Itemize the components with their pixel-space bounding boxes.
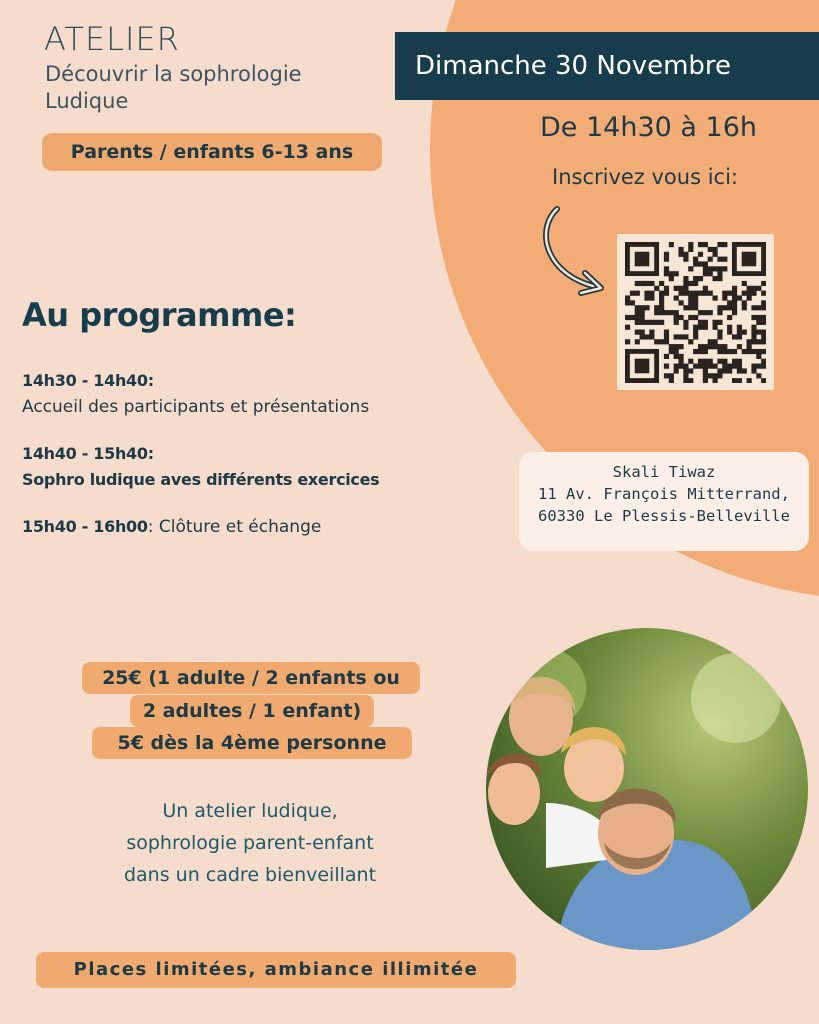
event-time: De 14h30 à 16h <box>540 112 757 143</box>
price-line: 25€ (1 adulte / 2 enfants ou <box>82 662 420 694</box>
slot-description: Accueil des participants et présentations <box>22 397 370 417</box>
page-title: ATELIER <box>44 20 180 58</box>
venue-street: 11 Av. François Mitterrand, <box>538 485 790 503</box>
venue-name: Skali Tiwaz <box>612 463 716 481</box>
slot-time: 15h40 - 16h00 <box>22 517 148 536</box>
audience-badge: Parents / enfants 6-13 ans <box>42 133 382 171</box>
program-slot <box>22 441 379 493</box>
footer-banner: Places limitées, ambiance illimitée <box>36 952 516 988</box>
date-banner: Dimanche 30 Novembre <box>395 32 819 100</box>
slot-description: : Clôture et échange <box>147 517 322 537</box>
tagline-line: sophrologie parent-enfant <box>126 832 374 854</box>
family-photo <box>486 628 808 950</box>
tagline <box>80 795 420 891</box>
qr-code-image <box>625 242 766 383</box>
address-card <box>519 452 809 551</box>
qr-code[interactable] <box>617 234 774 390</box>
slot-time: 14h30 - 14h40: <box>22 371 154 390</box>
program-slot <box>22 368 369 420</box>
tagline-line: Un atelier ludique, <box>162 800 338 822</box>
register-label: Inscrivez vous ici: <box>552 165 738 189</box>
price-line: 5€ dès la 4ème personne <box>92 727 412 759</box>
venue-city: 60330 Le Plessis-Belleville <box>538 507 790 525</box>
slot-description: Sophro ludique aves différents exercices <box>22 470 380 489</box>
curved-arrow-icon <box>535 205 610 300</box>
page-subtitle: Découvrir la sophrologie Ludique <box>45 62 302 113</box>
tagline-line: dans un cadre bienveillant <box>123 864 377 886</box>
program-title: Au programme: <box>22 296 297 334</box>
price-line: 2 adultes / 1 enfant) <box>130 695 374 727</box>
slot-time: 14h40 - 15h40: <box>22 444 154 463</box>
program-slot <box>22 514 321 540</box>
